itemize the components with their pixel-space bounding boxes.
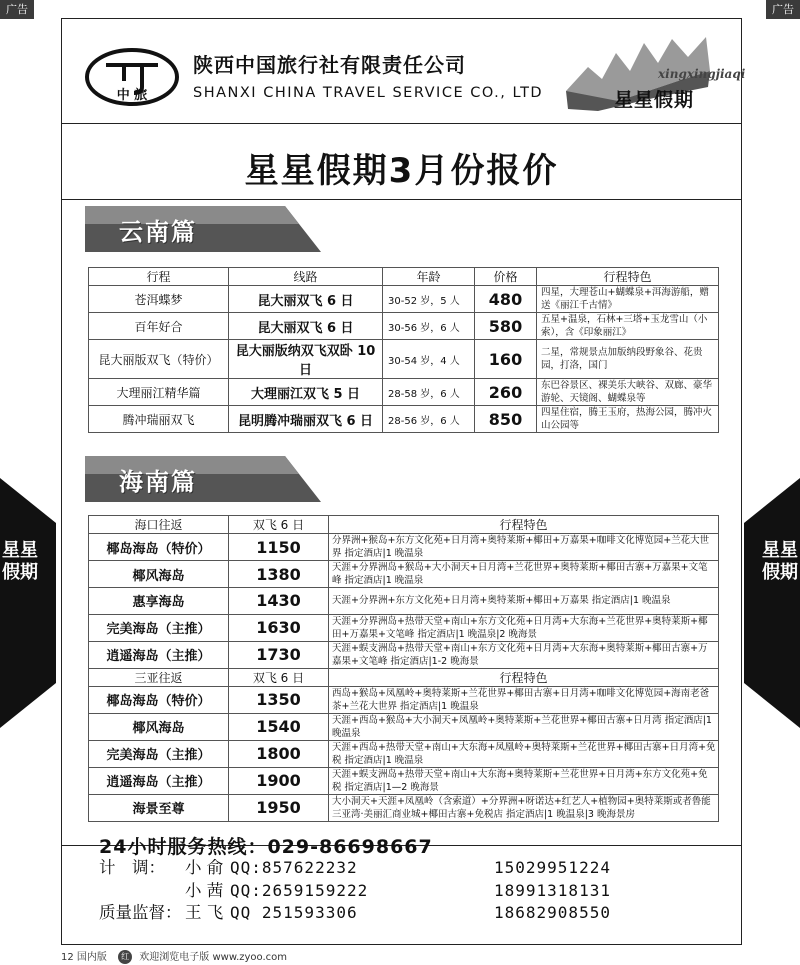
age: 28-56 岁，6 人: [383, 406, 475, 433]
hainan-price-table: [88, 515, 719, 822]
trip-name: 百年好合: [89, 313, 229, 340]
table-row: [89, 561, 719, 588]
table-row: [89, 340, 719, 379]
feature: 四星住宿，腾王玉府，热海公园，腾冲火山公园等: [537, 406, 719, 433]
header: [62, 19, 746, 124]
trip-name: 完美海岛（主推）: [89, 614, 229, 641]
sanya-header-row: [89, 668, 719, 686]
table-row: [89, 794, 719, 821]
age: 28-58 岁，6 人: [383, 379, 475, 406]
haikou-header-row: [89, 516, 719, 534]
trip-name: 惠享海岛: [89, 588, 229, 615]
price: 1800: [229, 740, 329, 767]
price: 480: [475, 286, 537, 313]
price: 1150: [229, 534, 329, 561]
col-header-feature: 行程特色: [537, 268, 719, 286]
yunnan-price-table: [88, 267, 719, 433]
company-name-cn: 陕西中国旅行社有限责任公司: [193, 53, 466, 77]
cts-logo-icon: [84, 47, 184, 107]
trip-name: 逍遥海岛（主推）: [89, 767, 229, 794]
feature: 五星+温泉，石林+三塔+玉龙雪山（小索），含《印象丽江》: [537, 313, 719, 340]
contact-name: 王 飞: [185, 903, 224, 922]
table-row: [89, 406, 719, 433]
route: 昆明腾冲瑞丽双飞 6 日: [229, 406, 383, 433]
col-header-duration: 双飞 6 日: [229, 516, 329, 534]
contact-row: [99, 857, 679, 880]
price: 1430: [229, 588, 329, 615]
trip-name: 椰岛海岛（特价）: [89, 686, 229, 713]
price: 260: [475, 379, 537, 406]
site-badge-icon: 红: [118, 950, 132, 964]
company-name-en: SHANXI CHINA TRAVEL SERVICE CO., LTD: [193, 85, 544, 101]
footer-link[interactable]: 欢迎浏览电子版 www.zyoo.com: [139, 952, 288, 963]
feature: 天涯+西岛+热带天堂+南山+大东海+凤凰岭+奥特莱斯+兰花世界+椰田古寨+日月湾+免税 指定酒店|1 晚温泉: [329, 740, 719, 767]
age: 30-56 岁，6 人: [383, 313, 475, 340]
price: 1950: [229, 794, 329, 821]
col-header-feature: 行程特色: [329, 516, 719, 534]
section-title-hainan: 海南篇: [119, 468, 197, 496]
table-row: [89, 713, 719, 740]
price: 580: [475, 313, 537, 340]
price: 1900: [229, 767, 329, 794]
contact-role: 质量监督：: [99, 903, 182, 922]
trip-name: 逍遥海岛（主推）: [89, 641, 229, 668]
trip-name: 海景至尊: [89, 794, 229, 821]
contact-qq: QQ 251593306: [230, 903, 358, 922]
side-tab-right-shape: [744, 478, 800, 728]
contact-phone: 18991318131: [494, 880, 611, 900]
route: 昆大丽双飞 6 日: [229, 313, 383, 340]
service-hotline: 24小时服务热线：029-86698667: [99, 836, 433, 858]
side-tab-left-label: 星星假期: [2, 540, 38, 583]
price: 1540: [229, 713, 329, 740]
price: 850: [475, 406, 537, 433]
table-row: [89, 313, 719, 340]
feature: 大小洞天+天涯+凤凰岭（含索道）+分界洲+呀诺达+红艺人+植物园+奥特莱斯或者鲁能三亚湾·美丽汇商业城+椰田古寨+免税店 指定酒店|1 晚温泉|3 晚海景房: [329, 794, 719, 821]
feature: 四星，大理苍山+蝴蝶泉+洱海游船，赠送《丽江千古情》: [537, 286, 719, 313]
price: 160: [475, 340, 537, 379]
trip-name: 苍洱蝶梦: [89, 286, 229, 313]
route: 大理丽江双飞 5 日: [229, 379, 383, 406]
brand-pinyin: xingxingjiaqi: [658, 67, 746, 81]
price: 1630: [229, 614, 329, 641]
price: 1350: [229, 686, 329, 713]
trip-name: 椰岛海岛（特价）: [89, 534, 229, 561]
table-row: [89, 379, 719, 406]
feature: 分界洲+猴岛+东方文化苑+日月湾+奥特莱斯+椰田+万嘉果+咖啡文化博览园+兰花大世界 指定酒店|1 晚温泉: [329, 534, 719, 561]
feature: 天涯+分界洲+东方文化苑+日月湾+奥特莱斯+椰田+万嘉果 指定酒店|1 晚温泉: [329, 588, 719, 615]
side-tab-right: [744, 478, 800, 728]
col-header-haikou: 海口往返: [89, 516, 229, 534]
table-row: [89, 740, 719, 767]
age: 30-54 岁，4 人: [383, 340, 475, 379]
col-header-trip: 行程: [89, 268, 229, 286]
contact-name: 小 茜: [185, 880, 224, 900]
title-divider: [62, 199, 741, 200]
table-row: [89, 767, 719, 794]
page-title: 星星假期3月份报价: [244, 151, 559, 191]
contact-role: 计 调：: [99, 858, 165, 877]
ad-tag-left: 广告: [0, 0, 34, 19]
table-row: [89, 686, 719, 713]
feature: 东巴谷景区、裸美乐大峡谷、双廊、豪华游轮、天镜阁、蝴蝶泉等: [537, 379, 719, 406]
trip-name: 完美海岛（主推）: [89, 740, 229, 767]
col-header-price: 价格: [475, 268, 537, 286]
contact-qq: QQ:857622232: [230, 858, 358, 877]
feature: 天涯+分界洲岛+热带天堂+南山+东方文化苑+日月湾+大东海+兰花世界+奥特莱斯+椰田+万嘉果+文笔峰 指定酒店|1 晚温泉|2 晚海景: [329, 614, 719, 641]
contact-phone: 15029951224: [494, 858, 611, 877]
contact-row: [99, 880, 679, 903]
section-banner-hainan: [85, 456, 321, 502]
table-row: [89, 641, 719, 668]
table-header-row: [89, 268, 719, 286]
table-row: [89, 588, 719, 615]
contact-phone: 18682908550: [494, 903, 611, 922]
section-title-yunnan: 云南篇: [119, 218, 197, 246]
col-header-route: 线路: [229, 268, 383, 286]
trip-name: 腾冲瑞丽双飞: [89, 406, 229, 433]
trip-name: 大理丽江精华篇: [89, 379, 229, 406]
contact-row: [99, 902, 679, 925]
price: 1380: [229, 561, 329, 588]
feature: 天涯+蜈支洲岛+热带天堂+南山+东方文化苑+日月湾+大东海+奥特莱斯+椰田古寨+万嘉果+文笔峰 指定酒店|1-2 晚海景: [329, 641, 719, 668]
col-header-feature: 行程特色: [329, 668, 719, 686]
table-row: [89, 614, 719, 641]
contact-qq: QQ:2659159222: [230, 880, 369, 900]
advert-frame: [61, 18, 746, 945]
trip-name: 椰风海岛: [89, 561, 229, 588]
age: 30-52 岁，5 人: [383, 286, 475, 313]
page-footer: [61, 948, 287, 964]
table-row: [89, 534, 719, 561]
side-tab-right-label: 星星假期: [762, 540, 798, 583]
col-header-sanya: 三亚往返: [89, 668, 229, 686]
section-banner-yunnan: [85, 206, 321, 252]
feature: 天涯+蜈支洲岛+热带天堂+南山+大东海+奥特莱斯+兰花世界+日月湾+东方文化苑+免税 指定酒店|1—2 晚海景: [329, 767, 719, 794]
col-header-duration: 双飞 6 日: [229, 668, 329, 686]
trip-name: 椰风海岛: [89, 713, 229, 740]
page-number: 12 国内版: [61, 952, 107, 963]
brand-name: 星星假期: [614, 89, 695, 111]
price: 1730: [229, 641, 329, 668]
side-tab-left-shape: [0, 478, 56, 728]
feature: 二星，常规景点加版纳段野象谷、花贵园，打洛，国门: [537, 340, 719, 379]
contact-name: 小 俞: [185, 858, 224, 877]
ad-tag-right: 广告: [766, 0, 800, 19]
trip-name: 昆大丽版双飞（特价）: [89, 340, 229, 379]
table-row: [89, 286, 719, 313]
feature: 西岛+猴岛+凤凰岭+奥特莱斯+兰花世界+椰田古寨+日月湾+咖啡文化博览园+海南老爸茶+兰花大世界 指定酒店|1 晚温泉: [329, 686, 719, 713]
col-header-age: 年龄: [383, 268, 475, 286]
feature: 天涯+分界洲岛+猴岛+大小洞天+日月湾+兰花世界+奥特莱斯+椰田古寨+万嘉果+文笔峰 指定酒店|1 晚温泉: [329, 561, 719, 588]
cts-logo-text: 中 旅: [116, 88, 148, 103]
route: 昆大丽版纳双飞双卧 10 日: [229, 340, 383, 379]
contact-list: [99, 857, 679, 925]
feature: 天涯+西岛+猴岛+大小洞天+凤凰岭+奥特莱斯+兰花世界+椰田古寨+日月湾 指定酒店|1 晚温泉: [329, 713, 719, 740]
route: 昆大丽双飞 6 日: [229, 286, 383, 313]
side-tab-left: [0, 478, 56, 728]
